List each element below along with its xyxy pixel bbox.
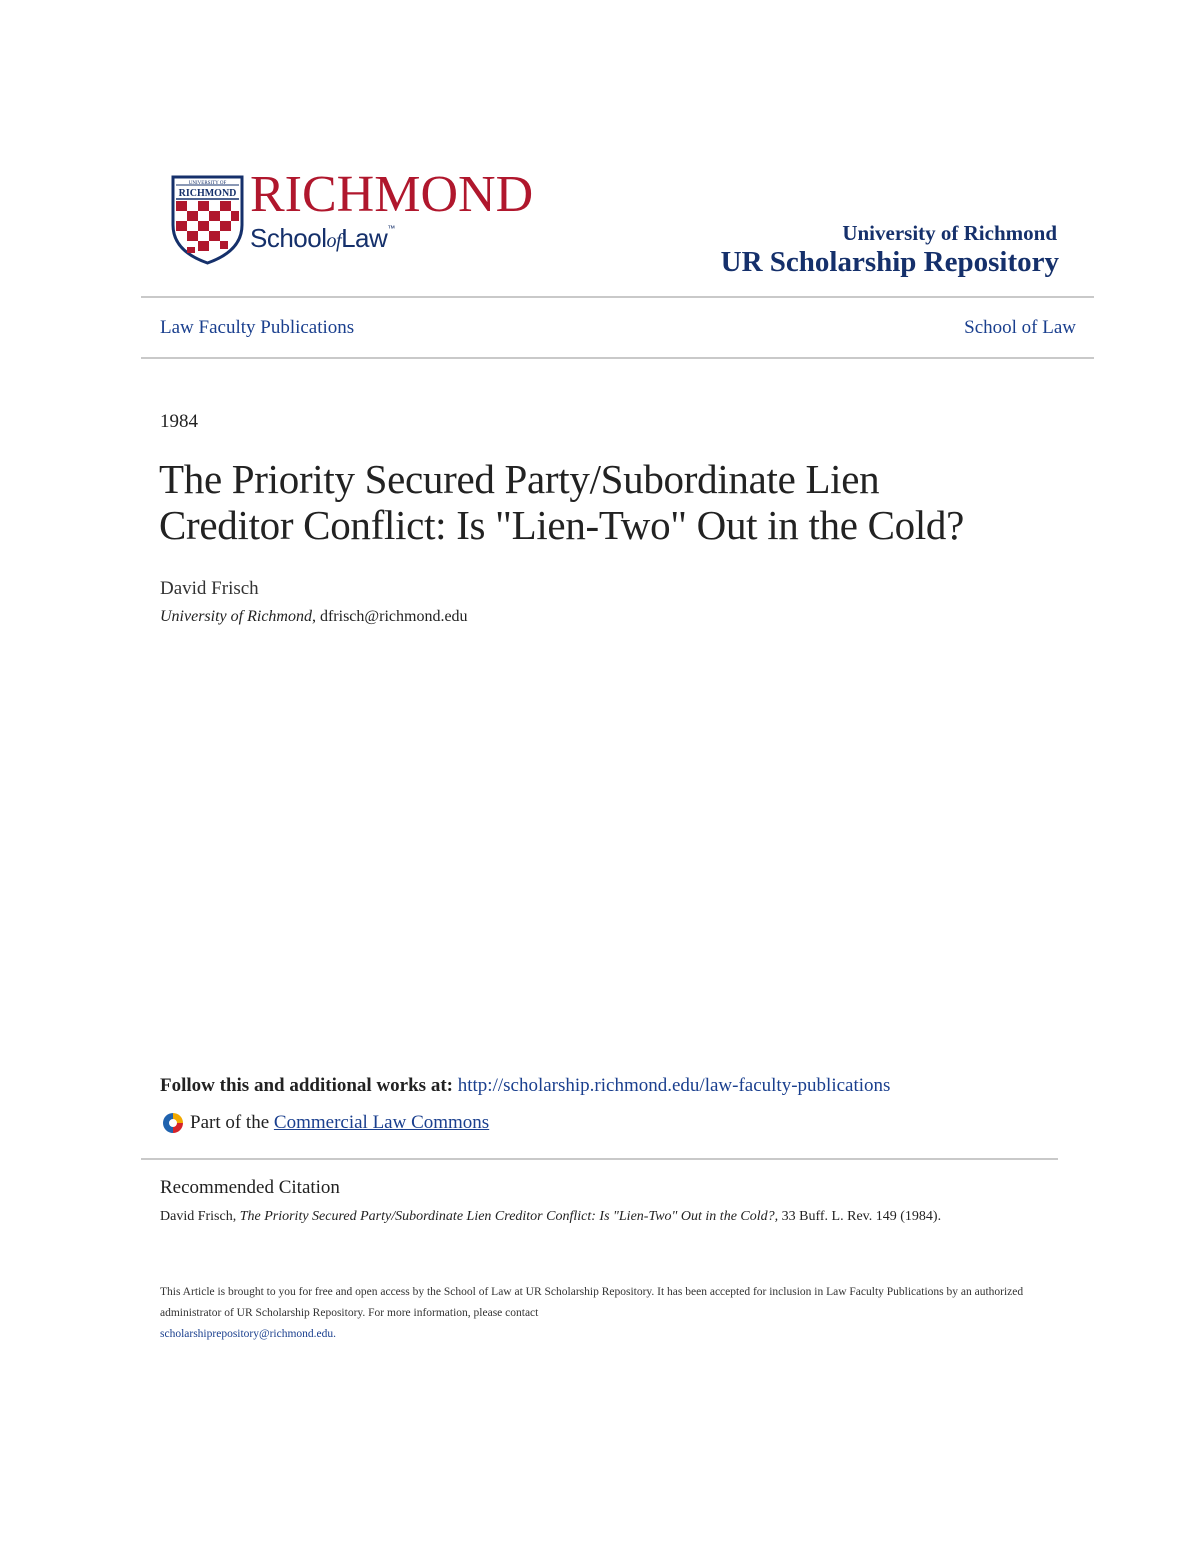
logo-law: Law [341,223,388,253]
shield-text-mid: RICHMOND [178,188,237,199]
law-faculty-publications-link[interactable]: Law Faculty Publications [160,317,355,338]
recommended-citation-text [160,1209,941,1225]
repository-university: University of Richmond [842,221,1057,245]
follow-label: Follow this and additional works at: [160,1075,453,1096]
part-of-label: Part of the [190,1112,270,1133]
follow-line [160,1075,890,1097]
notice-text: This Article is brought to you for free and open access by the School of Law at UR Scholarship Repository. It has been accepted for inclusion in Law Faculty Publications by an authorized administrator of UR Scholarship Repository. For more information, please contact [160,1286,1024,1319]
logo-wordmark: RICHMOND [250,166,534,223]
shield-icon [170,175,245,265]
article-title-line-2: Creditor Conflict: Is "Lien-Two" Out in the Cold? [159,502,965,548]
citation-author: David Frisch, [160,1209,237,1224]
repository-name: UR Scholarship Repository [720,246,1059,278]
follow-url-link[interactable]: http://scholarship.richmond.edu/law-faculty-publications [457,1075,891,1096]
recommended-citation-heading: Recommended Citation [160,1177,340,1198]
logo-of: of [326,230,342,252]
citation-source: 33 Buff. L. Rev. 149 (1984). [781,1209,942,1224]
header-divider [141,296,1094,298]
shield-text-top: UNIVERSITY OF [188,181,227,186]
open-access-notice [160,1282,1040,1345]
affiliation-name: University of Richmond [160,608,312,625]
repository-email-link[interactable]: scholarshiprepository@richmond.edu. [160,1328,337,1340]
author-affiliation: University of Richmond, dfrisch@richmond.edu [160,608,468,625]
logo-tm: ™ [387,224,395,233]
logo-school: School [250,223,327,253]
citation-divider [141,1158,1058,1160]
article-title [159,456,1059,548]
author-email: dfrisch@richmond.edu [319,608,468,625]
bepress-commons-icon [160,1110,186,1136]
school-of-law-link[interactable]: School of Law [964,317,1076,338]
richmond-law-logo [170,166,570,267]
commercial-law-commons-link[interactable]: Commercial Law Commons [273,1112,490,1133]
citation-title: The Priority Secured Party/Subordinate Lien Creditor Conflict: Is "Lien-Two" Out in the Cold?, [239,1209,779,1224]
nav-divider [141,357,1094,359]
part-of-line [160,1110,489,1136]
publication-year: 1984 [160,411,198,432]
logo-school-of-law [250,225,395,251]
article-title-line-1: The Priority Secured Party/Subordinate Lien [159,456,880,502]
article-author: David Frisch [160,578,259,599]
